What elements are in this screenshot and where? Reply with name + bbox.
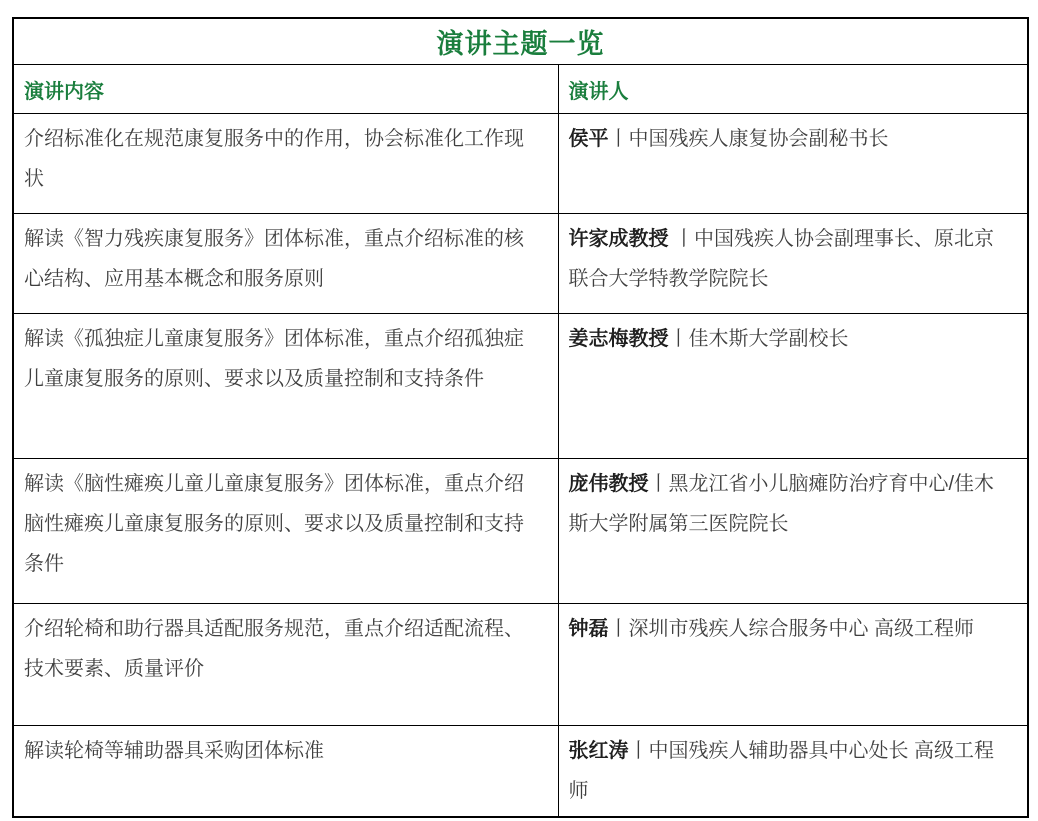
speaker-name: 钟磊 (568, 618, 609, 640)
talk-content: 解读轮椅等辅助器具采购团体标准 (24, 740, 324, 762)
talk-content-cell (13, 214, 558, 314)
speaker-title: 丨中国残疾人协会副理事长、原北京联合大学特教学院院长 (568, 228, 995, 290)
speaker-cell (558, 459, 1028, 604)
speaker-name: 侯平 (568, 128, 609, 150)
talk-content: 解读《脑性瘫痪儿童儿童康复服务》团体标准，重点介绍脑性瘫痪儿童康复服务的原则、要求以及质量控制和支持条件 (24, 473, 524, 575)
speaker-cell (558, 604, 1028, 726)
speaker-title: 丨深圳市残疾人综合服务中心 高级工程师 (608, 618, 975, 640)
speaker-name: 张红涛 (568, 740, 629, 762)
talk-content-cell (13, 726, 558, 818)
talk-content-cell (13, 459, 558, 604)
column-header-speaker: 演讲人 (558, 65, 1028, 114)
table-row (13, 459, 1028, 604)
speaker-name: 姜志梅教授 (568, 328, 669, 350)
speech-schedule-table (12, 17, 1029, 818)
speaker-title: 丨佳木斯大学副校长 (668, 328, 849, 350)
talk-content-cell (13, 604, 558, 726)
speaker-cell (558, 214, 1028, 314)
talk-content: 介绍标准化在规范康复服务中的作用，协会标准化工作现状 (24, 128, 524, 190)
speaker-cell (558, 726, 1028, 818)
speaker-name: 庞伟教授 (568, 473, 649, 495)
speaker-title: 丨中国残疾人辅助器具中心处长 高级工程师 (568, 740, 995, 802)
speaker-cell (558, 314, 1028, 459)
speaker-title: 丨黑龙江省小儿脑瘫防治疗育中心/佳木斯大学附属第三医院院长 (568, 473, 995, 535)
table-row (13, 214, 1028, 314)
title-row (13, 18, 1028, 65)
table-row (13, 314, 1028, 459)
header-row (13, 65, 1028, 114)
table-row (13, 726, 1028, 818)
table-row (13, 604, 1028, 726)
talk-content: 解读《智力残疾康复服务》团体标准，重点介绍标准的核心结构、应用基本概念和服务原则 (24, 228, 524, 290)
talk-content: 解读《孤独症儿童康复服务》团体标准，重点介绍孤独症儿童康复服务的原则、要求以及质量控制和支持条件 (24, 328, 524, 390)
page-title: 演讲主题一览 (13, 18, 1028, 65)
speaker-cell (558, 114, 1028, 214)
talk-content-cell (13, 314, 558, 459)
talk-content: 介绍轮椅和助行器具适配服务规范，重点介绍适配流程、技术要素、质量评价 (24, 618, 524, 680)
column-header-content: 演讲内容 (13, 65, 558, 114)
speaker-title: 丨中国残疾人康复协会副秘书长 (608, 128, 889, 150)
table-row (13, 114, 1028, 214)
speaker-name: 许家成教授 (568, 228, 669, 250)
talk-content-cell (13, 114, 558, 214)
